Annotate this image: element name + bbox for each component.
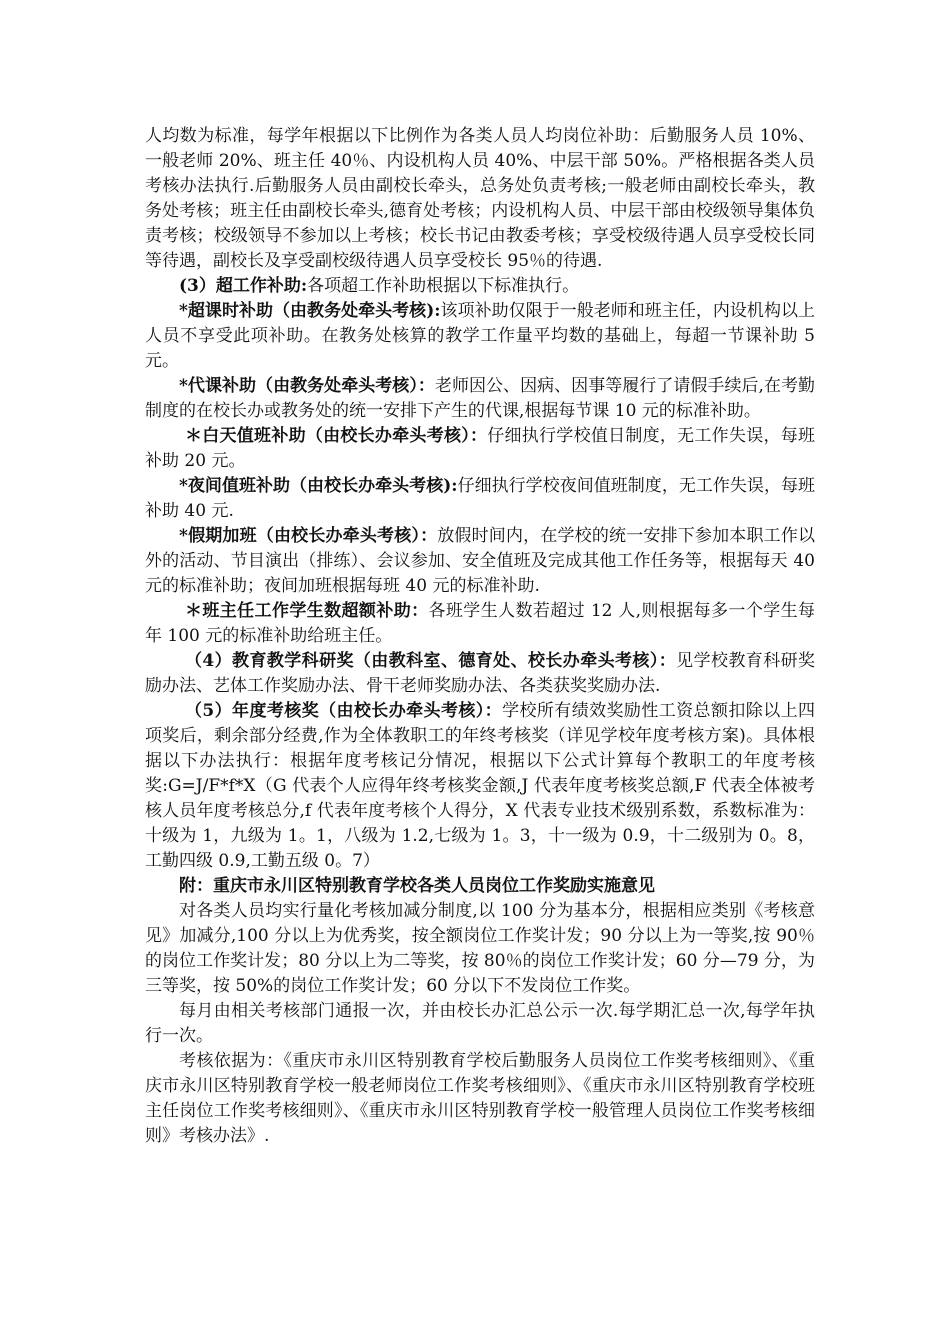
paragraph-scoring-system — [145, 899, 815, 999]
paragraph-research-award — [145, 649, 815, 699]
paragraph-assessment-basis — [145, 1049, 815, 1149]
paragraph-text: 仔细执行学校值日制度，无工作失误，每班补助 20 元。 — [145, 426, 815, 471]
paragraph-text: 每月由相关考核部门通报一次，并由校长办汇总公示一次.每学期汇总一次,每学年执行一次。 — [145, 1001, 815, 1046]
paragraph-appendix-title — [145, 874, 815, 899]
paragraph-text: 该项补助仅限于一般老师和班主任，内设机构以上人员不享受此项补助。在教务处核算的教学工作量平均数的基础上，每超一节课补助 5 元。 — [145, 301, 815, 371]
paragraph-annual-award — [145, 699, 815, 874]
paragraph-heading: *超课时补助（由教务处牵头考核): — [179, 301, 441, 321]
appendix-heading: 附：重庆市永川区特别教育学校各类人员岗位工作奖励实施意见 — [179, 876, 655, 896]
paragraph-text: 老师因公、因病、因事等履行了请假手续后,在考勤制度的在校长办或教务处的统一安排下产生的代课,根据每节课 10 元的标准补助。 — [145, 376, 816, 421]
paragraph-monthly-report — [145, 999, 815, 1049]
paragraph-text: 见学校教育科研奖励办法、艺体工作奖励办法、骨干老师奖励办法、各类获奖奖励办法. — [145, 651, 816, 696]
paragraph-day-duty-subsidy — [145, 424, 815, 474]
paragraph-headteacher-excess-subsidy — [145, 599, 815, 649]
paragraph-text: 对各类人员均实行量化考核加减分制度,以 100 分为基本分，根据相应类别《考核意见》加减分,100 分以上为优秀奖，按全额岗位工作奖计发；90 分以上为一等奖,按 90％的岗位工作奖计发；80 分以上为二等奖，按 80％的岗位工作奖计发；60 分—79 分，为三等奖，按 50%的岗位工作奖计发；60 分以下不发岗位工作奖。 — [145, 901, 815, 996]
paragraph-text: 各项超工作补助根据以下标准执行。 — [307, 276, 580, 296]
paragraph-heading: *夜间值班补助（由校长办牵头考核): — [179, 476, 458, 496]
paragraph-overtime-subsidy — [145, 274, 815, 299]
paragraph-night-duty-subsidy — [145, 474, 815, 524]
paragraph-text: 人均数为标准，每学年根据以下比例作为各类人员人均岗位补助：后勤服务人员 10%、一般老师 20%、班主任 40％、内设机构人员 40%、中层干部 50%。严格根据各类人员考核办法执行.后勤服务人员由副校长牵头，总务处负责考核;一般老师由副校长牵头，教务处考核；班主任由副校长牵头,德育处考核；内设机构人员、中层干部由校级领导集体负责考核；校级领导不参加以上考核；校长书记由教委考核；享受校级待遇人员享受校长同等待遇，副校长及享受副校级待遇人员享受校长 95％的待遇. — [145, 126, 815, 271]
paragraph-heading: (3）超工作补助: — [179, 276, 308, 296]
paragraph-heading: （5）年度考核奖（由校长办牵头考核）： — [185, 701, 503, 721]
paragraph-extra-class-subsidy — [145, 299, 815, 374]
paragraph-post-subsidy — [145, 124, 815, 274]
paragraph-text: 仔细执行学校夜间值班制度，无工作失误，每班补助 40 元. — [145, 476, 815, 521]
paragraph-substitute-subsidy — [145, 374, 815, 424]
document-body — [145, 124, 815, 1149]
paragraph-heading: （4）教育教学科研奖（由教科室、德育处、校长办牵头考核）： — [185, 651, 677, 671]
paragraph-holiday-overtime — [145, 524, 815, 599]
paragraph-heading: ＊班主任工作学生数超额补助： — [185, 601, 429, 621]
paragraph-text: 学校所有绩效奖励性工资总额扣除以上四项奖后，剩余部分经费,作为全体教职工的年终考核奖（详见学校年度考核方案)。具体根据以下办法执行：根据年度考核记分情况，根据以下公式计算每个教职工的年度考核奖:G=J/F*f*X（G 代表个人应得年终考核奖金额,J 代表年度考核奖总额,F 代表全体被考核人员年度考核总分,f 代表年度考核个人得分，X 代表专业技术级别系数，系数标准为：十级为 1，九级为 1。1，八级为 1.2,七级为 1。3，十一级为 0.9，十二级别为 0。8，工勤四级 0.9,工勤五级 0。7） — [145, 701, 816, 871]
paragraph-heading: *代课补助（由教务处牵头考核）： — [179, 376, 435, 396]
paragraph-text: 考核依据为：《重庆市永川区特别教育学校后勤服务人员岗位工作奖考核细则》、《重庆市永川区特别教育学校一般老师岗位工作奖考核细则》、《重庆市永川区特别教育学校班主任岗位工作奖考核细则》、《重庆市永川区特别教育学校一般管理人员岗位工作奖考核细则》考核办法》. — [145, 1051, 815, 1146]
paragraph-heading: *假期加班（由校长办牵头考核）： — [179, 526, 438, 546]
paragraph-heading: ＊白天值班补助（由校长办牵头考核）： — [185, 426, 488, 446]
paragraph-text: 放假时间内，在学校的统一安排下参加本职工作以外的活动、节目演出（排练）、会议参加、安全值班及完成其他工作任务等，根据每天 40 元的标准补助；夜间加班根据每班 40 元的标准补助. — [145, 526, 816, 596]
paragraph-text: 各班学生人数若超过 12 人,则根据每多一个学生每年 100 元的标准补助给班主任。 — [145, 601, 816, 646]
